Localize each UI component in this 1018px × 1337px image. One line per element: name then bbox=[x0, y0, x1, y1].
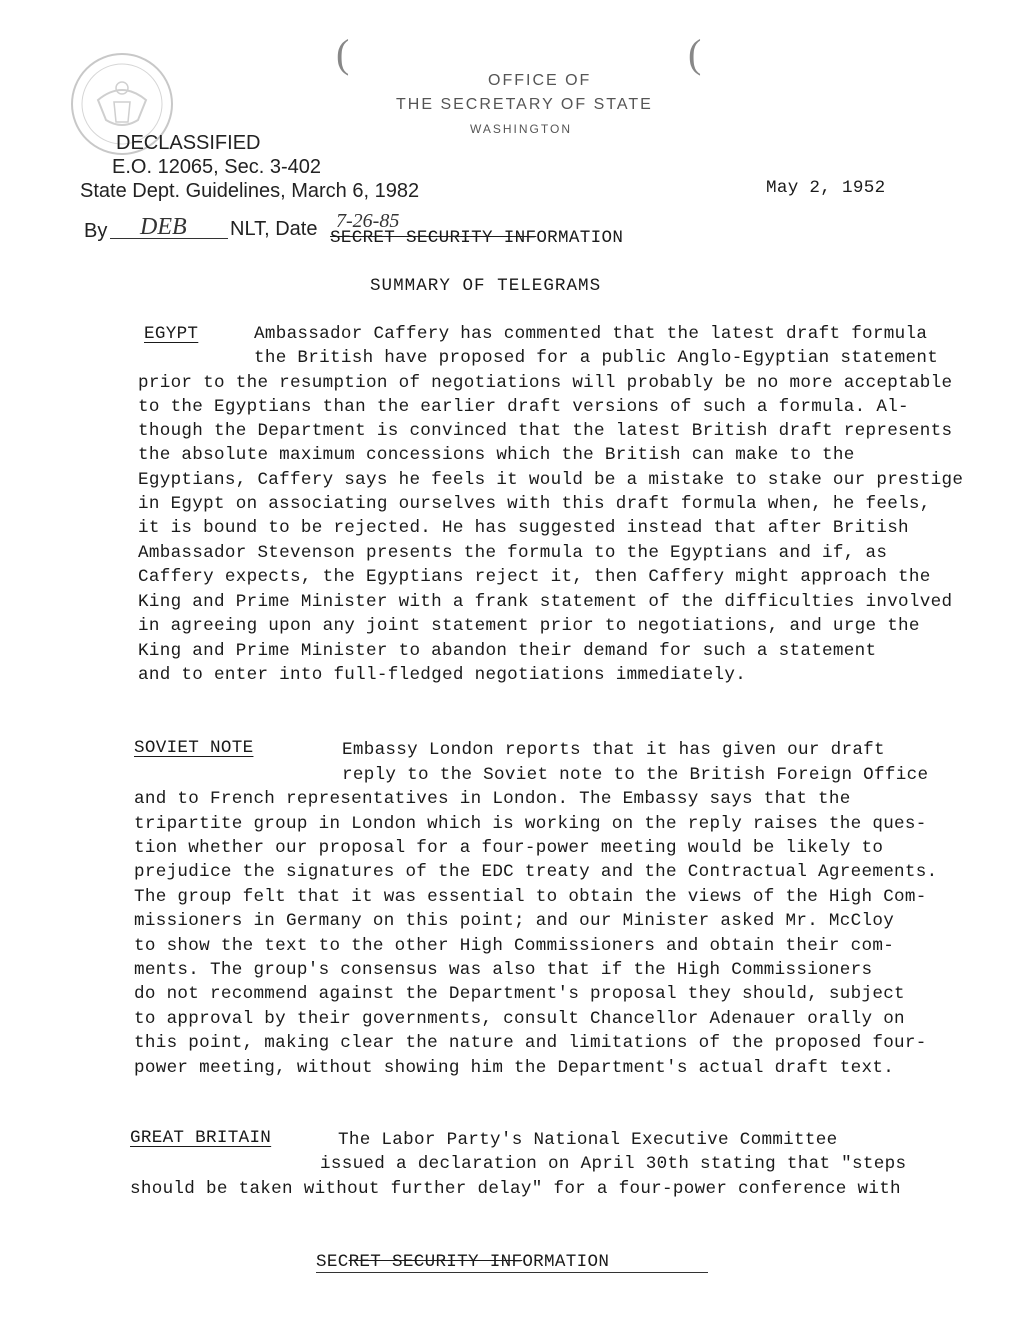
body-line: in Egypt on associating ourselves with this draft formula when, he feels, bbox=[138, 494, 931, 514]
classification-bottom-underline bbox=[316, 1272, 708, 1273]
body-line: Egyptians, Caffery says he feels it would be a mistake to stake our prestige bbox=[138, 470, 964, 490]
body-line: in agreeing upon any joint statement prior to negotiations, and urge the bbox=[138, 616, 920, 636]
declassified-handwritten-date: 7-26-85 bbox=[336, 210, 400, 232]
body-line: missioners in Germany on this point; and our Minister asked Mr. McCloy bbox=[134, 911, 895, 931]
body-line: to show the text to the other High Commissioners and obtain their com- bbox=[134, 936, 895, 956]
letterhead-washington: WASHINGTON bbox=[470, 122, 573, 136]
body-line: tripartite group in London which is working on the reply raises the ques- bbox=[134, 814, 927, 834]
body-line: Ambassador Caffery has commented that the latest draft formula bbox=[254, 324, 928, 344]
margin-mark-left: ( bbox=[336, 31, 350, 76]
body-line: the British have proposed for a public Anglo-Egyptian statement bbox=[254, 348, 939, 368]
body-line: this point, making clear the nature and limitations of the proposed four- bbox=[134, 1033, 927, 1053]
declassified-by-label: By bbox=[84, 220, 108, 242]
body-line: it is bound to be rejected. He has suggested instead that after British bbox=[138, 518, 909, 538]
declassified-eo: E.O. 12065, Sec. 3-402 bbox=[112, 156, 322, 178]
classification-bottom-pre: SEC bbox=[316, 1252, 349, 1272]
body-line: Embassy London reports that it has given our draft bbox=[342, 740, 885, 760]
body-line: prior to the resumption of negotiations will probably be no more acceptable bbox=[138, 373, 953, 393]
letterhead-office: OFFICE OF bbox=[488, 72, 592, 89]
classification-bottom-struck: RET SECURITY INF bbox=[348, 1252, 523, 1272]
section-heading-egypt: EGYPT bbox=[144, 324, 199, 344]
body-line: to approval by their governments, consult Chancellor Adenauer orally on bbox=[134, 1009, 905, 1029]
section-heading-soviet-note: SOVIET NOTE bbox=[134, 738, 254, 758]
declassified-stamp: DECLASSIFIED bbox=[116, 132, 261, 154]
body-line: should be taken without further delay" for a four-power conference with bbox=[130, 1179, 901, 1199]
body-line: The group felt that it was essential to obtain the views of the High Com- bbox=[134, 887, 927, 907]
classification-bottom-rest: ORMATION bbox=[522, 1252, 610, 1272]
body-line: issued a declaration on April 30th stating that "steps bbox=[320, 1154, 907, 1174]
body-line: and to enter into full-fledged negotiations immediately. bbox=[138, 665, 747, 685]
body-line: tion whether our proposal for a four-power meeting would be likely to bbox=[134, 838, 884, 858]
classification-top bbox=[330, 228, 623, 248]
body-line: to the Egyptians than the earlier draft versions of such a formula. Al- bbox=[138, 397, 909, 417]
body-line: ments. The group's consensus was also that if the High Commissioners bbox=[134, 960, 873, 980]
body-line: though the Department is convinced that the latest British draft represents bbox=[138, 421, 953, 441]
letterhead-secretary: THE SECRETARY OF STATE bbox=[396, 96, 653, 113]
body-line: power meeting, without showing him the Department's actual draft text. bbox=[134, 1058, 895, 1078]
body-line: prejudice the signatures of the EDC treaty and the Contractual Agreements. bbox=[134, 862, 938, 882]
classification-top-struck: SECRET SECURITY INF bbox=[330, 228, 537, 248]
declassified-guidelines: State Dept. Guidelines, March 6, 1982 bbox=[80, 180, 420, 202]
document-title: SUMMARY OF TELEGRAMS bbox=[370, 276, 602, 296]
body-line: King and Prime Minister with a frank statement of the difficulties involved bbox=[138, 592, 953, 612]
body-line: Ambassador Stevenson presents the formula to the Egyptians and if, as bbox=[138, 543, 888, 563]
body-line: Caffery expects, the Egyptians reject it, then Caffery might approach the bbox=[138, 567, 931, 587]
body-line: King and Prime Minister to abandon their demand for such a statement bbox=[138, 641, 877, 661]
margin-mark-right: ( bbox=[688, 31, 702, 76]
body-line: The Labor Party's National Executive Committee bbox=[338, 1130, 838, 1150]
body-line: reply to the Soviet note to the British Foreign Office bbox=[342, 765, 929, 785]
body-line: do not recommend against the Department's proposal they should, subject bbox=[134, 984, 905, 1004]
declassified-nlt-date-label: NLT, Date bbox=[230, 218, 318, 240]
declassified-initials: DEB bbox=[140, 214, 187, 240]
classification-bottom bbox=[316, 1252, 609, 1272]
body-line: and to French representatives in London. The Embassy says that the bbox=[134, 789, 851, 809]
classification-top-rest: ORMATION bbox=[536, 228, 624, 248]
section-heading-great-britain: GREAT BRITAIN bbox=[130, 1128, 272, 1148]
document-date: May 2, 1952 bbox=[766, 178, 886, 198]
body-line: the absolute maximum concessions which the British can make to the bbox=[138, 445, 855, 465]
